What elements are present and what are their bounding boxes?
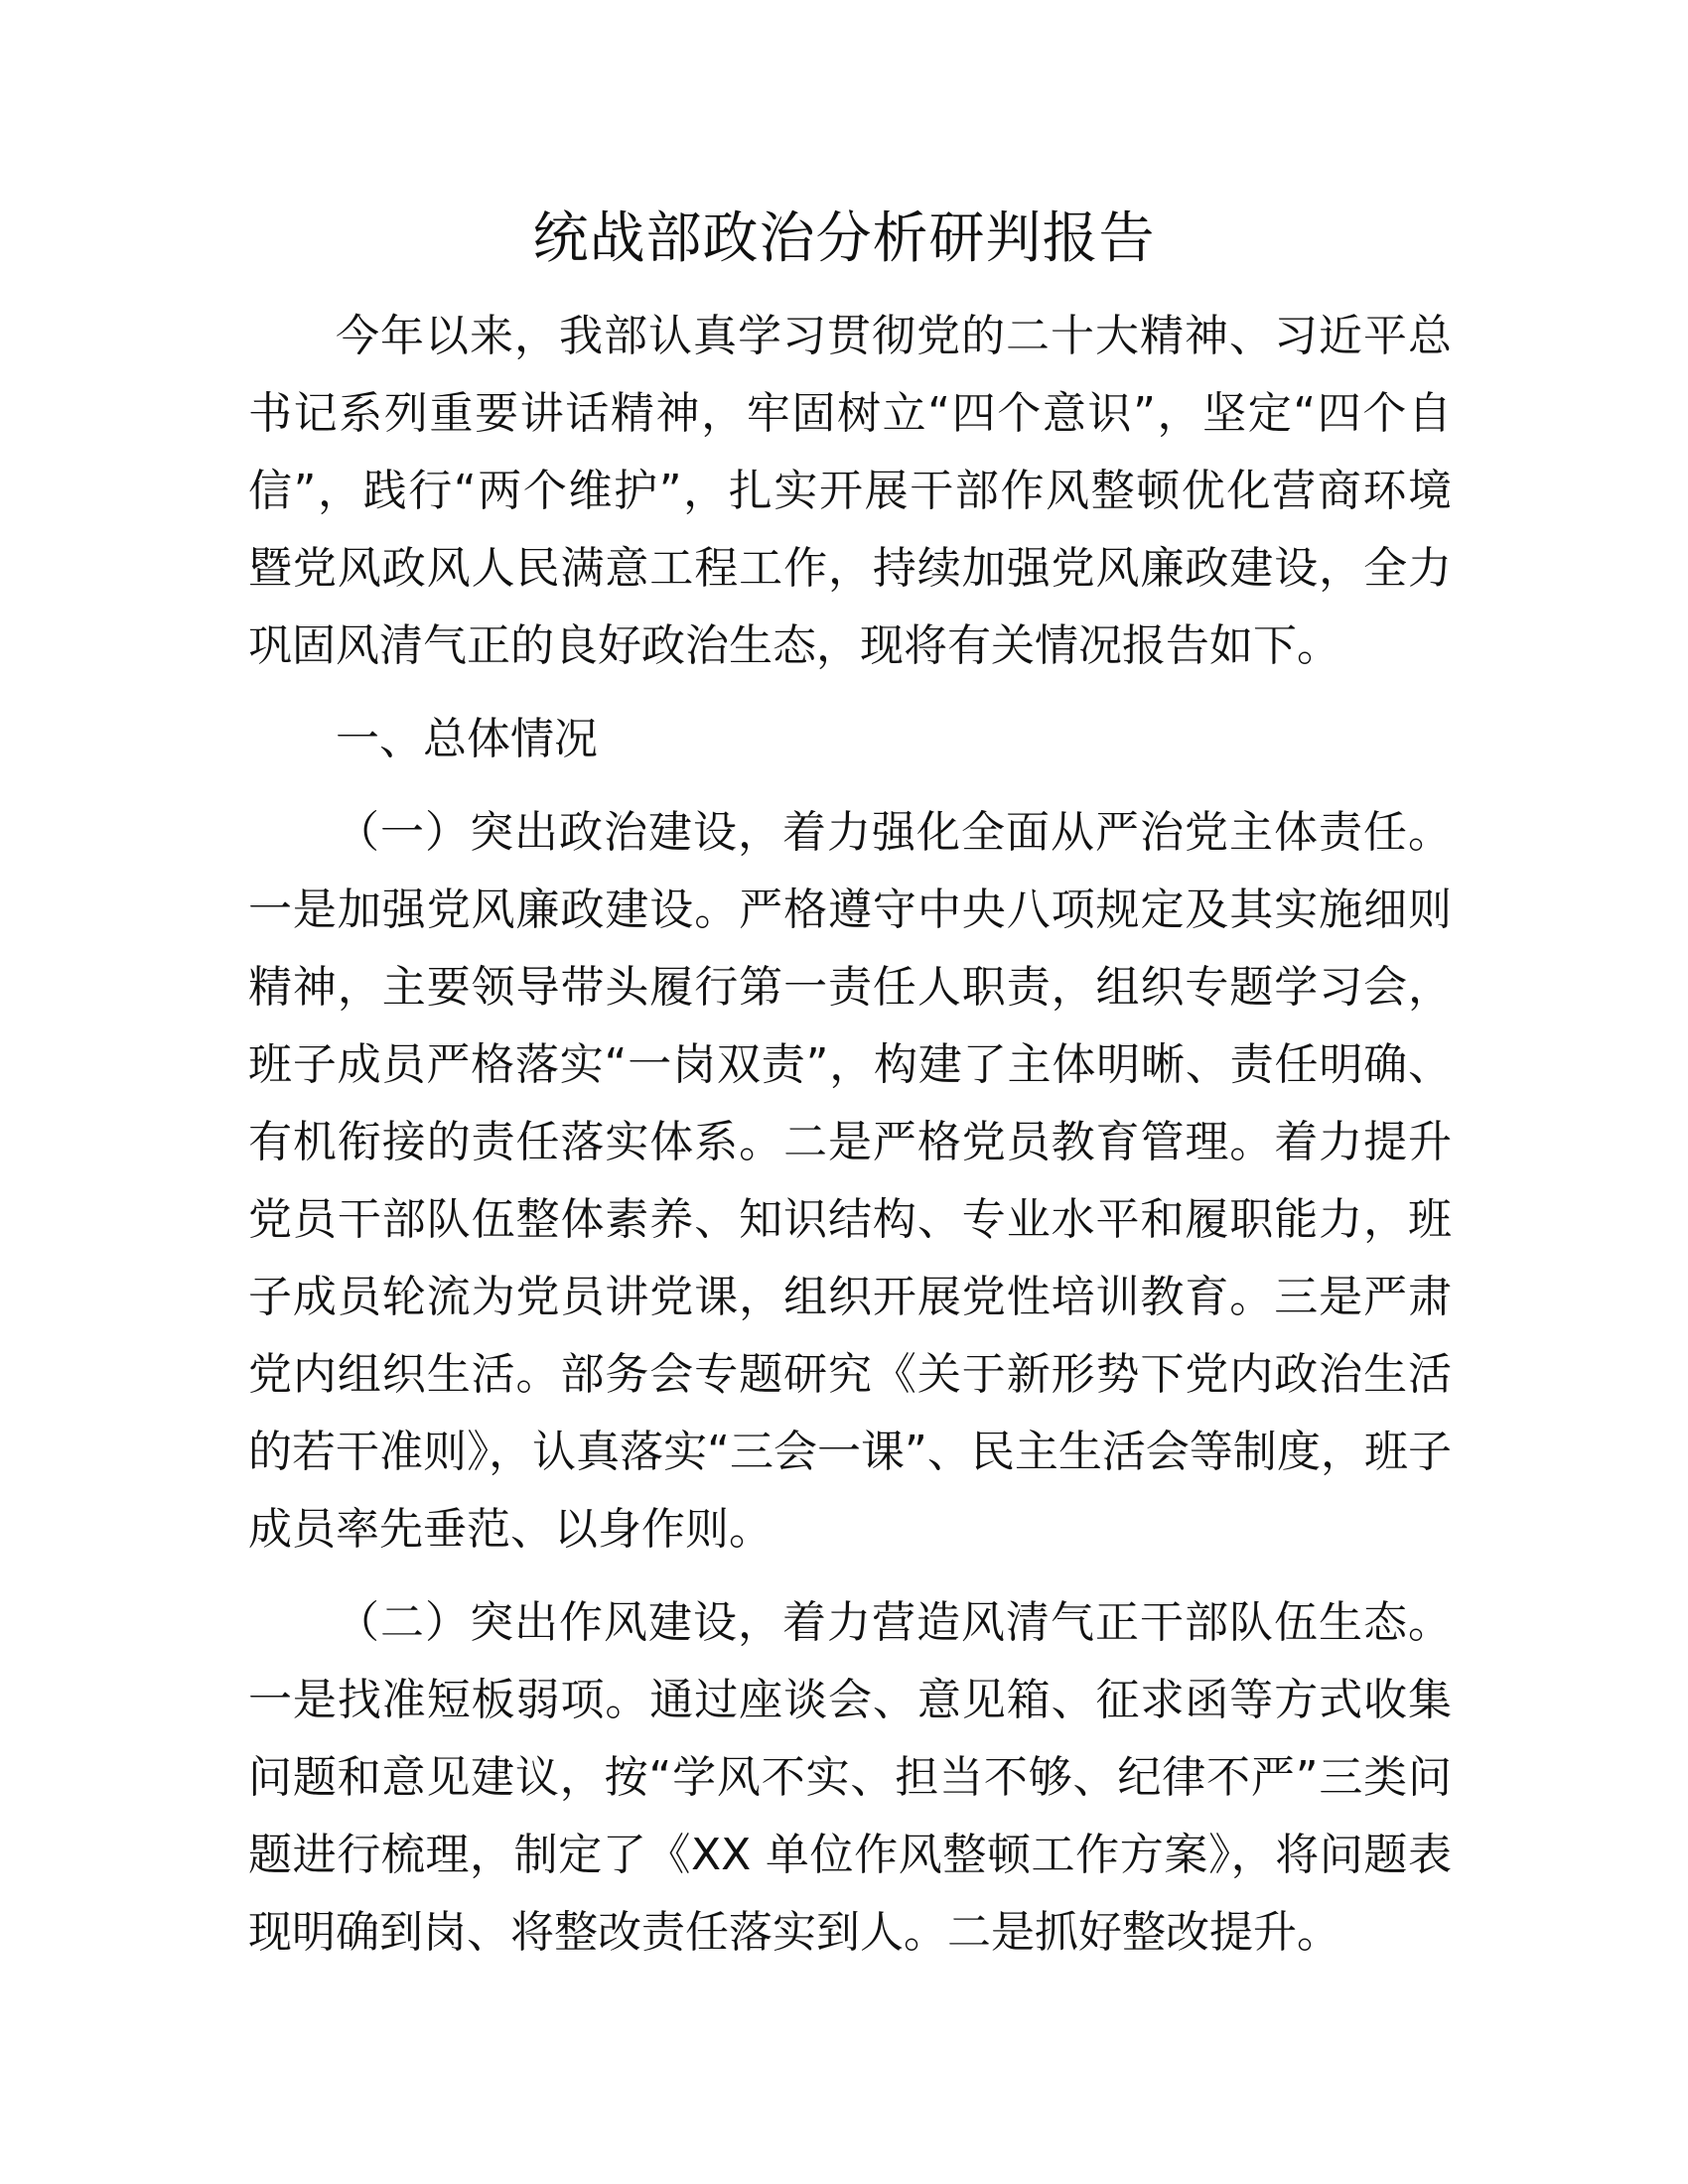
section-heading-overview: 一、总体情况 xyxy=(336,714,598,764)
paragraph-intro: 今年以来，我部认真学习贯彻党的二十大精神、习近平总书记系列重要讲话精神，牢固树立“四个意识”，坚定“四个自信”，践行“两个维护”，扎实开展干部作风整顿优化营商环境暨党风政风人民满意工程工作，持续加强党风廉政建设，全力巩固风清气正的良好政治生态，现将有关情况报告如下。 xyxy=(248,311,1452,671)
paragraph-style-building: （二）突出作风建设，着力营造风清气正干部队伍生态。一是找准短板弱项。通过座谈会、意见箱、征求函等方式收集问题和意见建议，按“学风不实、担当不够、纪律不严”三类问题进行梳理，制定了《XX 单位作风整顿工作方案》，将问题表现明确到岗、将整改责任落实到人。二是抓好整改提升。 xyxy=(248,1597,1452,1958)
document-title: 统战部政治分析研判报告 xyxy=(532,206,1156,271)
document-body xyxy=(248,298,1452,1987)
paragraph-political-building: （一）突出政治建设，着力强化全面从严治党主体责任。一是加强党风廉政建设。严格遵守中央八项规定及其实施细则精神，主要领导带头履行第一责任人职责，组织专题学习会，班子成员严格落实“一岗双责”，构建了主体明晰、责任明确、有机衔接的责任落实体系。二是严格党员教育管理。着力提升党员干部队伍整体素养、知识结构、专业水平和履职能力，班子成员轮流为党员讲党课，组织开展党性培训教育。三是严肃党内组织生活。部务会专题研究《关于新形势下党内政治生活的若干准则》，认真落实“三会一课”、民主生活会等制度，班子成员率先垂范、以身作则。 xyxy=(248,807,1452,1555)
